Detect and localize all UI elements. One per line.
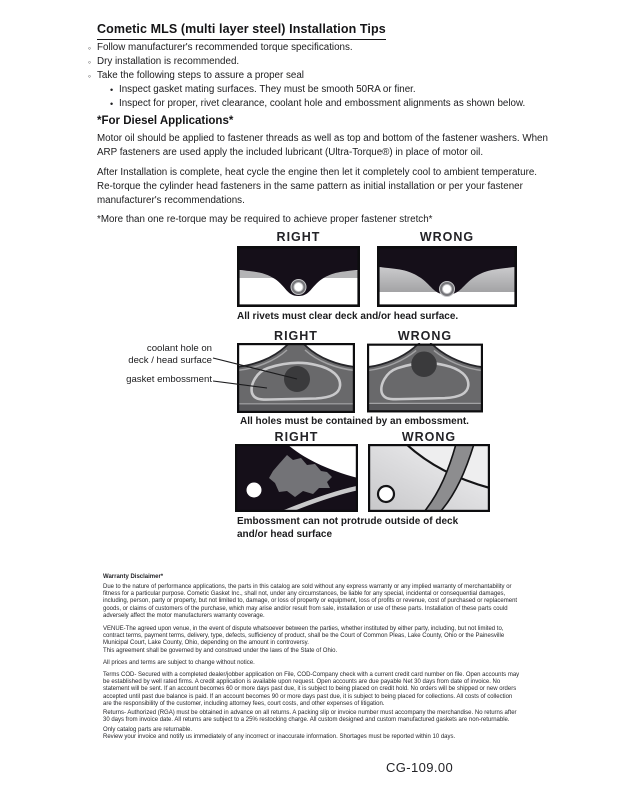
list-item	[88, 55, 558, 69]
list-sub-item	[88, 83, 558, 97]
list-item-text: Follow manufacturer's recommended torque specifications.	[97, 42, 353, 53]
coolant-hole-annotation: coolant hole on deck / head surface	[128, 343, 212, 366]
protrusion-wrong-diagram	[368, 444, 490, 512]
rivet-clearance-right-diagram	[237, 246, 360, 307]
warranty-paragraph: Due to the nature of performance applications, the parts in this catalog are sold without any express warranty or any implied warranty of merchantability or fitness for a particular purpose. Cometic Gasket Inc., shall not, under any circumstances, be liable for any special, incidental or consequential damages, including, person, party or property, but not limited to, damage, or loss of property or equipment, loss of profits or revenue, cost of purchased or replacement goods, or claims of customers of the purchase, which may arise and/or result from sale, installation or use of these parts. Installation of these parts could adversely affect the motor manufacturers warranty coverage.	[103, 584, 518, 619]
wrong-label-row1: WRONG	[419, 230, 475, 244]
list-item-text: Dry installation is recommended.	[97, 56, 240, 67]
right-label-row3: RIGHT	[274, 430, 319, 444]
row2-caption: All holes must be contained by an embossment.	[240, 416, 469, 427]
wrong-label-row3: WRONG	[401, 430, 457, 444]
list-item	[88, 41, 558, 55]
filled-bullet-icon: •	[110, 85, 114, 95]
right-label-row2: RIGHT	[274, 329, 318, 343]
prices-line: All prices and terms are subject to change without notice.	[103, 660, 255, 666]
install-tips-list	[88, 41, 558, 111]
rivet-clearance-wrong-diagram	[377, 246, 517, 307]
protrusion-right-diagram	[235, 444, 358, 512]
coolant-hole-icon	[411, 351, 437, 377]
list-item	[88, 69, 558, 83]
row1-caption: All rivets must clear deck and/or head surface.	[237, 311, 459, 322]
page-number: CG-109.00	[386, 760, 454, 775]
open-bullet-icon: ◦	[88, 71, 92, 81]
list-sub-item	[88, 97, 558, 111]
catalog-returnable-paragraph: Only catalog parts are returnable. Review your invoice and notify us immediately of any incorrect or inaccurate information. Shortages must be reported within 10 days.	[103, 727, 456, 741]
wrong-label-row2: WRONG	[397, 329, 453, 343]
diesel-heading: *For Diesel Applications*	[97, 115, 234, 127]
list-item-text: Take the following steps to assure a proper seal	[97, 70, 304, 81]
annotation-leader-lines	[211, 352, 303, 394]
gasket-embossment-annotation: gasket embossment	[126, 374, 212, 385]
filled-bullet-icon: •	[110, 99, 114, 109]
bolt-hole-icon	[378, 486, 394, 502]
row3-caption: Embossment can not protrude outside of deck and/or head surface	[237, 516, 459, 540]
diesel-paragraph-1: Motor oil should be applied to fastener threads as well as top and bottom of the fastener washers. When ARP fasteners are used apply the included lubricant (Ultra-Torque®) in place of motor oil.	[97, 133, 548, 158]
retorque-note: *More than one re-torque may be required to achieve proper fastener stretch*	[97, 214, 433, 225]
terms-paragraph: Terms COD- Secured with a completed dealer/jobber application on File, COD-Company check with a current credit card number on file. Open accounts may be established by well rated firms. A credit application is available upon request. Open accounts are due payable Net 30 days from date of invoice. No statement will be sent. If an account becomes 60 or more days past due, it is subject to being placed on credit hold. No orders will be shipped or new orders accepted until past due balance is paid. If an account becomes 90 or more days past due, it is subject to being placed for collections. All costs of collection are the responsibility of the customer, including attorney fees, court costs, and other expenses of litigation.	[103, 672, 520, 707]
bolt-hole-icon	[247, 483, 262, 498]
embossment-wrong-diagram	[367, 343, 483, 413]
open-bullet-icon: ◦	[88, 43, 92, 53]
warranty-heading: Warranty Disclaimer*	[103, 574, 164, 580]
list-item-text: Inspect for proper, rivet clearance, coolant hole and embossment alignments as shown below.	[119, 98, 526, 109]
list-item-text: Inspect gasket mating surfaces. They must be smooth 50RA or finer.	[119, 84, 416, 95]
returns-paragraph: Returns- Authorized (RGA) must be obtained in advance on all returns. A packing slip or invoice number must accompany the merchandise. No returns after 30 days from invoice date. All returns are subject to a 25% restocking charge. All custom designed and custom manufactured gaskets are non-returnable.	[103, 710, 517, 724]
right-label-row1: RIGHT	[276, 230, 321, 244]
open-bullet-icon: ◦	[88, 57, 92, 67]
diesel-paragraph-2: After Installation is complete, heat cycle the engine then let it completely cool to ambient temperature. Re-torque the cylinder head fasteners in the same pattern as initial installation or per your fastener manufacturer's recommendations.	[97, 167, 538, 206]
venue-paragraph: VENUE-The agreed upon venue, in the event of dispute whatsoever between the parties, whether instituted by either party, including, but not limited to, contract terms, payment terms, delivery, type, defects, sufficiency of product, shall be the Court of Common Pleas, Lake County, Ohio or the Painesville Municipal Court, Lake County, Ohio, depending on the amount in controversy. This agreement shall be governed by and construed under the laws of the State of Ohio.	[103, 626, 505, 654]
page-title: Cometic MLS (multi layer steel) Installation Tips	[97, 22, 386, 40]
